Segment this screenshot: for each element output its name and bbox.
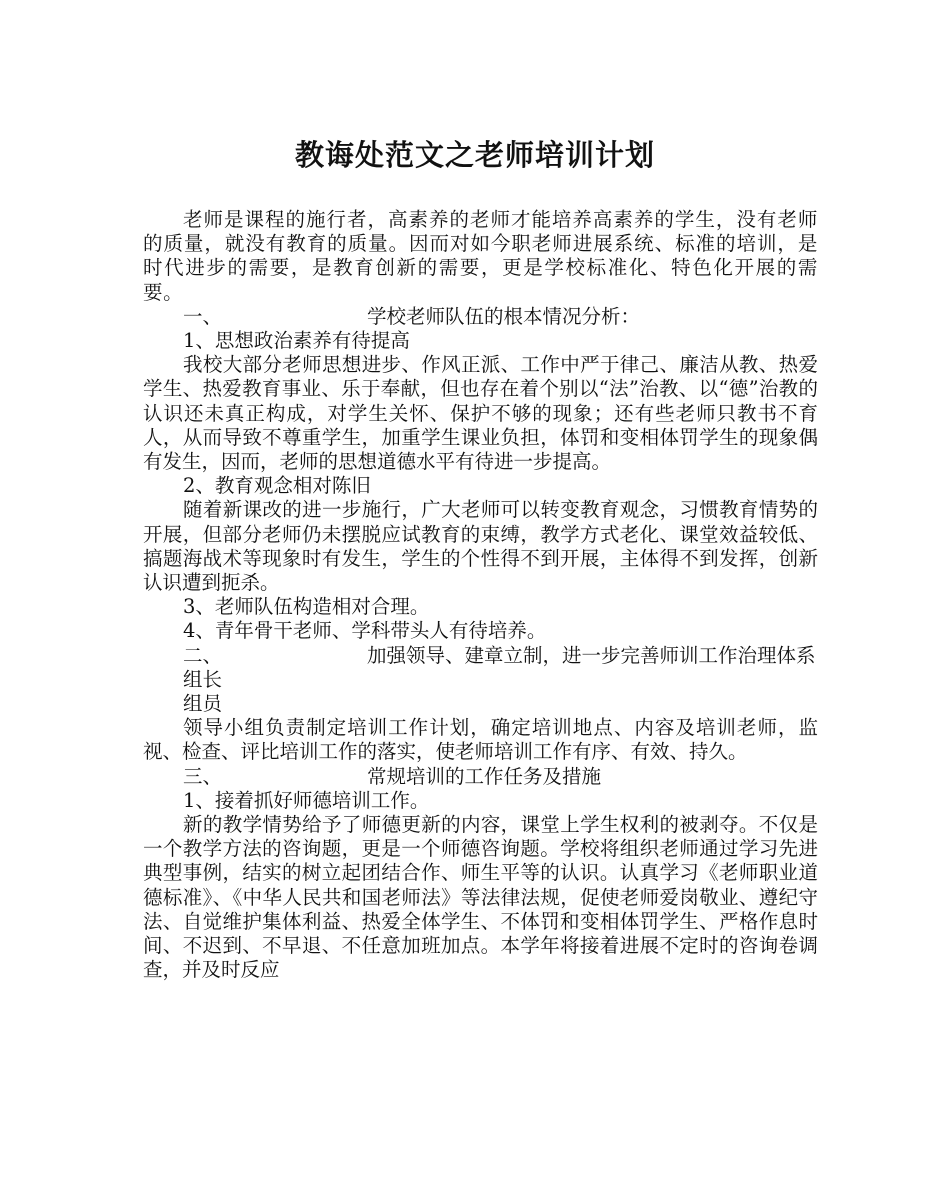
subsection-title: 2、教育观念相对陈旧 [183,474,371,498]
subsection-title: 4、青年骨干老师、学科带头人有待培养。 [183,619,547,643]
paragraph: 领导小组负责制定培训工作计划，确定培训地点、内容及培训老师，监视、检查、评比培训工作的落实，使老师培训工作有序、有效、持久。 [143,716,818,764]
section-heading-3 [143,765,818,789]
subsection-title: 1、思想政治素养有待提高 [183,329,410,353]
intro-paragraph: 老师是课程的施行者，高素养的老师才能培养高素养的学生，没有老师的质量，就没有教育的质量。因而对如今职老师进展系统、标准的培训，是时代进步的需要，是教育创新的需要，更是学校标准化、特色化开展的需要。 [143,208,818,304]
section-heading-2 [143,644,818,668]
section-title: 常规培训的工作任务及措施 [367,764,602,788]
paragraph: 随着新课改的进一步施行，广大老师可以转变教育观念，习惯教育情势的开展，但部分老师仍未摆脱应试教育的束缚，教学方式老化、课堂效益较低、搞题海战术等现象时有发生，学生的个性得不到开展，主体得不到发挥，创新认识遭到扼杀。 [143,498,818,595]
document-body [143,208,818,983]
section-title: 学校老师队伍的根本情况分析： [367,304,641,328]
section-number: 一、 [183,304,223,328]
subsection-title: 1、接着抓好师德培训工作。 [183,788,430,812]
section-heading-1 [143,305,818,329]
paragraph: 我校大部分老师思想进步、作风正派、工作中严于律己、廉洁从教、热爱学生、热爱教育事业、乐于奉献，但也存在着个别以“法”治教、以“德”治教的认识还未真正构成，对学生关怀、保护不够的现象；还有些老师只教书不育人，从而导致不尊重学生，加重学生课业负担，体罚和变相体罚学生的现象偶有发生，因而，老师的思想道德水平有待进一步提高。 [143,353,818,474]
subsection-title: 3、老师队伍构造相对合理。 [183,595,430,619]
member-label: 组员 [183,692,223,716]
section-number: 三、 [183,764,223,788]
section-title: 加强领导、建章立制，进一步完善师训工作治理体系 [367,643,816,667]
document-title: 教诲处范文之老师培训计划 [294,138,655,172]
section-number: 二、 [183,643,223,667]
leader-label: 组长 [183,667,223,691]
paragraph: 新的教学情势给予了师德更新的内容，课堂上学生权利的被剥夺。不仅是一个教学方法的咨询题，更是一个师德咨询题。学校将组织老师通过学习先进典型事例，结实的树立起团结合作、师生平等的认识。认真学习《老师职业道德标准》、《中华人民共和国老师法》等法律法规，促使老师爱岗敬业、遵纪守法、自觉维护集体利益、热爱全体学生、不体罚和变相体罚学生、严格作息时间、不迟到、不早退、不任意加班加点。本学年将接着进展不定时的咨询卷调查，并及时反应 [143,813,818,982]
